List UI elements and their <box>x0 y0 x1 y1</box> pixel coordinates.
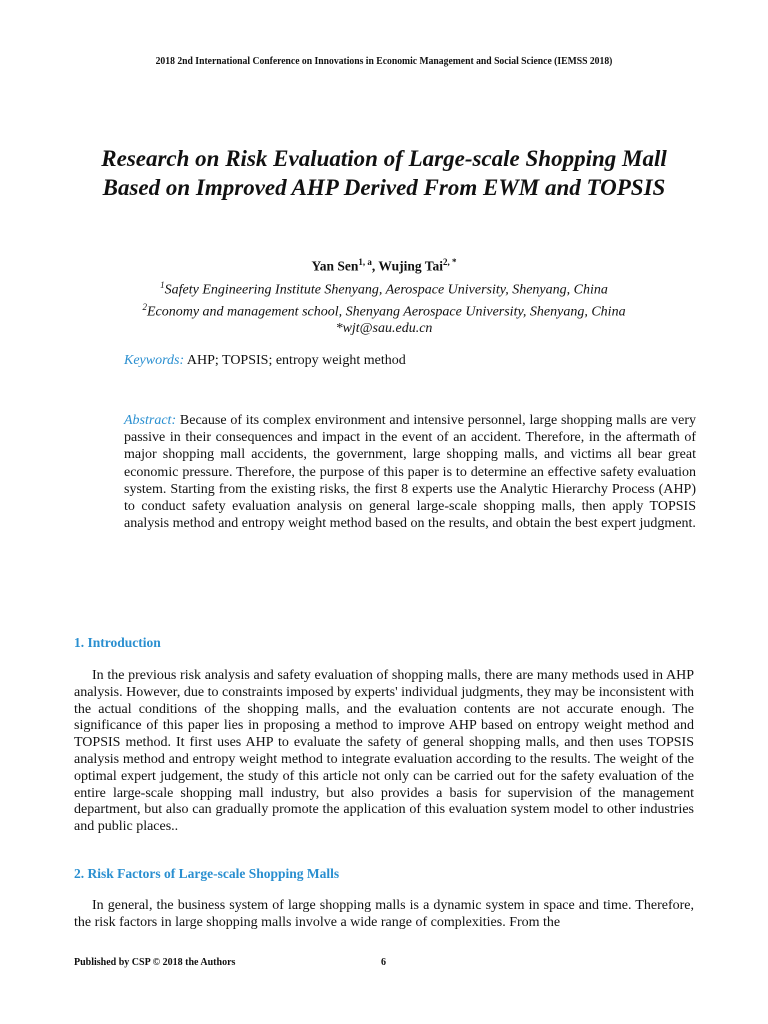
author-name: Wujing Tai <box>378 258 444 274</box>
conference-header: 2018 2nd International Conference on Innovations in Economic Management and Social Science (IEMSS 2018) <box>155 56 613 67</box>
affiliation-1 <box>0 277 768 299</box>
author-superscript: 1, a <box>358 257 372 267</box>
author-name: Yan Sen <box>311 258 359 274</box>
abstract-label: Abstract: <box>124 413 177 428</box>
keywords <box>124 352 696 369</box>
keywords-text: AHP; TOPSIS; entropy weight method <box>184 353 406 368</box>
affiliation-2 <box>0 299 768 321</box>
contact-email: *wjt@sau.edu.cn <box>335 321 433 337</box>
affiliation-superscript: 1 <box>160 280 165 290</box>
section-paragraph: In general, the business system of large shopping malls is a dynamic system in space and time. Therefore, the risk factors in large shopping malls involve a wide range of complexities. From the <box>74 898 694 930</box>
paper-title: Research on Risk Evaluation of Large-scale Shopping Mall Based on Improved AHP Derived From EWM and TOPSIS <box>101 146 667 200</box>
affiliations <box>0 277 768 337</box>
author-superscript: 2, * <box>443 257 457 267</box>
affiliation-text: Economy and management school, Shenyang Aerospace University, Shenyang, China <box>146 304 626 320</box>
affiliation-superscript: 2 <box>142 301 147 312</box>
author-separator: , <box>371 258 379 274</box>
abstract-text: Because of its complex environment and intensive personnel, large shopping malls are very passive in their consequences and impact in the event of an accident. Therefore, in the aftermath of major shopping mall accidents, the government, large shopping malls, and victims all bear great economic pressure. Therefore, the purpose of this paper is to determine an effective safety evaluation system. Starting from the existing risks, the first 8 experts use the Analytic Hierarchy Process (AHP) to conduct safety evaluation analysis on general large-scale shopping malls, then apply TOPSIS analysis method and entropy weight method based on the results, and obtain the best expert judgment. <box>124 413 696 532</box>
footer-publisher: Published by CSP © 2018 the Authors <box>74 957 236 968</box>
section-heading-risk-factors: 2. Risk Factors of Large-scale Shopping Malls <box>74 866 340 881</box>
section-paragraph: In the previous risk analysis and safety evaluation of shopping malls, there are many methods used in AHP analysis. However, due to constraints imposed by experts' individual judgments, they may be inconsistent with the actual conditions of the shopping malls, and the evaluation contents are not accurate enough. The significance of this paper lies in proposing a method to improve AHP based on entropy weight method and TOPSIS method. It first uses AHP to evaluate the safety of general shopping malls, and then uses TOPSIS analysis method and entropy weight method to integrate evaluation according to the results. The weight of the optimal expert judgement, the study of this article not only can be carried out for the safety evaluation of the entire large-scale shopping mall industry, but also provides a basis for supervision of the management department, but also can gradually promote the application of this evaluation system model to other industries and public places.. <box>74 668 694 835</box>
page-number: 6 <box>381 957 386 968</box>
section-heading-introduction: 1. Introduction <box>74 635 161 650</box>
author-line <box>0 257 768 275</box>
keywords-label: Keywords: <box>124 353 185 368</box>
abstract <box>124 412 696 532</box>
affiliation-text: Safety Engineering Institute Shenyang, Aerospace University, Shenyang, China <box>164 282 608 298</box>
